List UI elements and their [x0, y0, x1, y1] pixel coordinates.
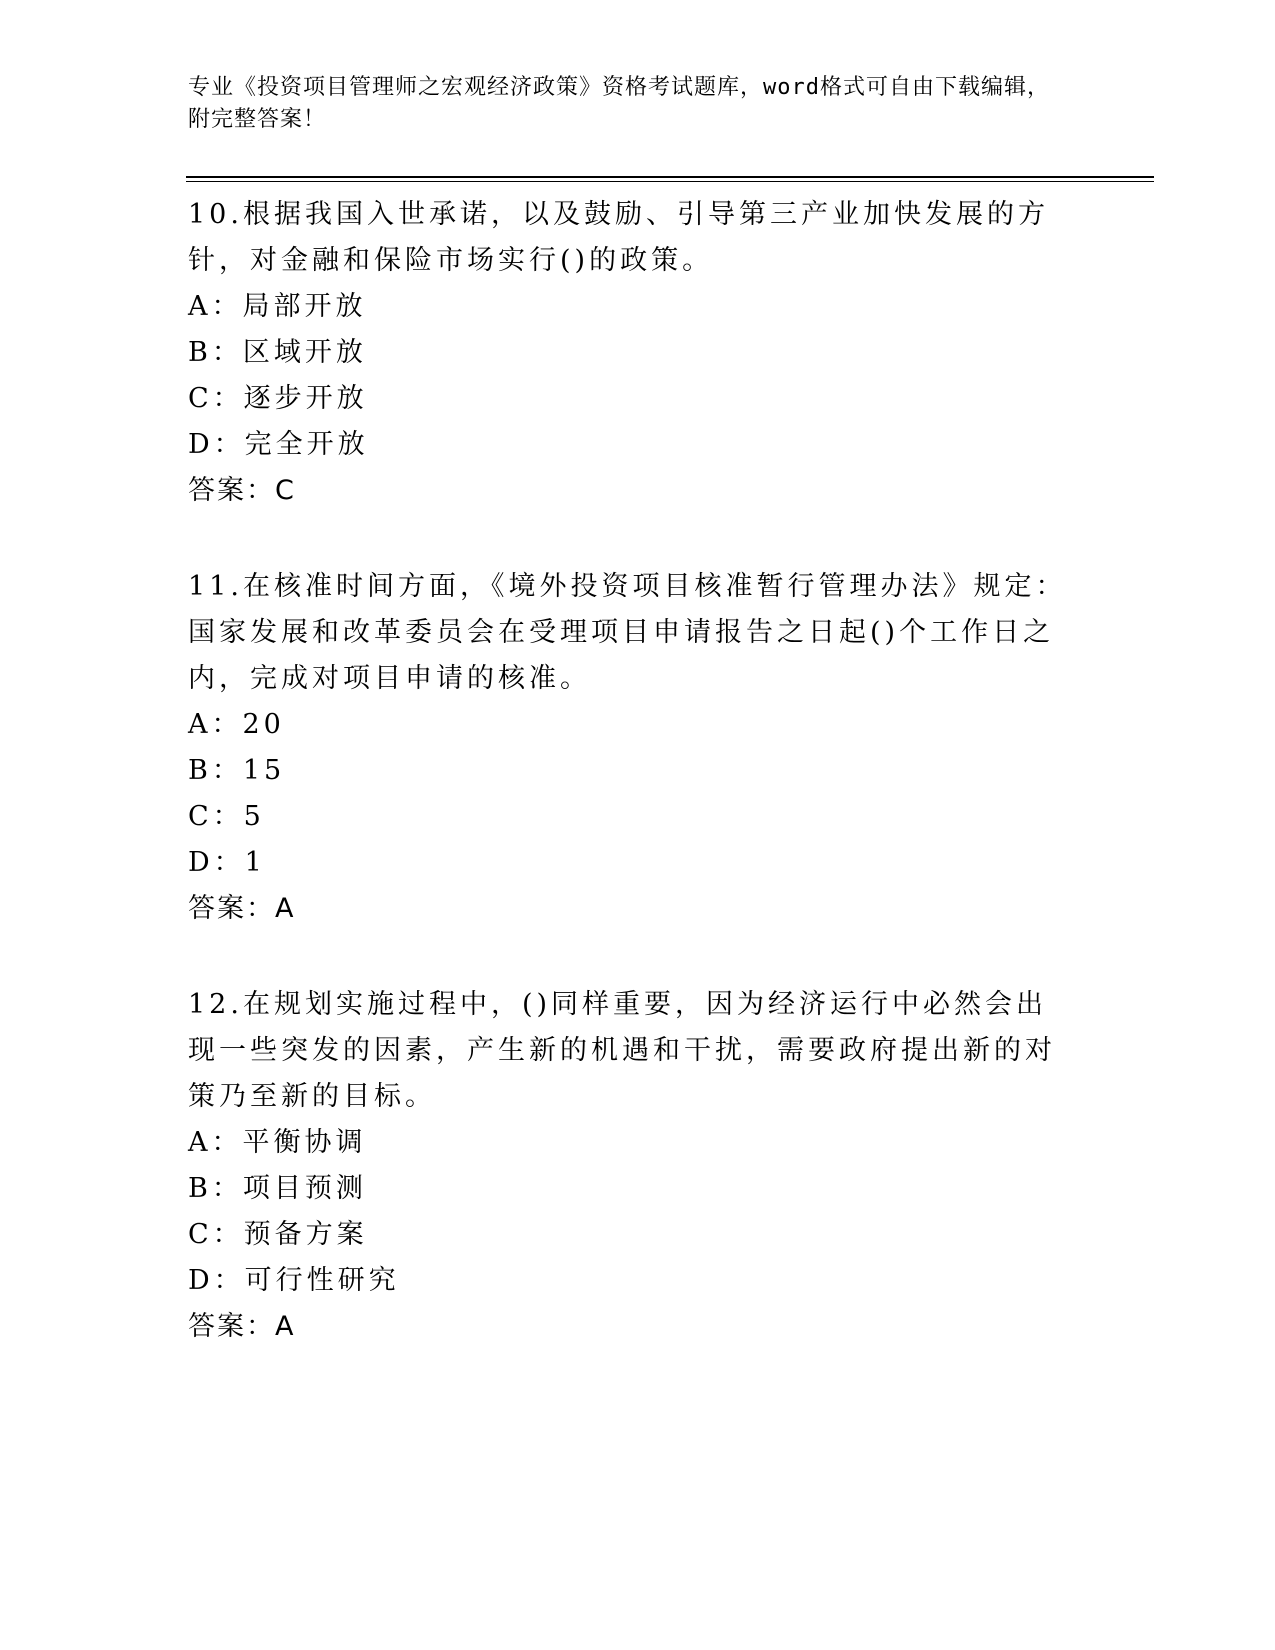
option-b: B：区域开放 — [188, 337, 367, 368]
option-c: C：逐步开放 — [188, 383, 368, 414]
option-a: A：20 — [188, 709, 285, 740]
question-12 — [188, 978, 1088, 1350]
question-11 — [188, 560, 1088, 932]
option-c: C：5 — [188, 801, 265, 832]
option-b: B：15 — [188, 755, 286, 786]
answer-label: 答案：C — [188, 475, 296, 506]
option-d: D：1 — [188, 847, 266, 878]
answer-label: 答案：A — [188, 893, 296, 924]
question-stem: 10.根据我国入世承诺，以及鼓励、引导第三产业加快发展的方针，对金融和保险市场实行()的政策。 — [188, 199, 1049, 276]
question-stem: 11.在核准时间方面，《境外投资项目核准暂行管理办法》规定：国家发展和改革委员会在受理项目申请报告之日起()个工作日之内，完成对项目申请的核准。 — [188, 571, 1067, 694]
option-d: D：可行性研究 — [188, 1265, 400, 1296]
option-d: D：完全开放 — [188, 429, 369, 460]
question-stem: 12.在规划实施过程中，()同样重要，因为经济运行中必然会出现一些突发的因素，产生新的机遇和干扰，需要政府提出新的对策乃至新的目标。 — [188, 989, 1056, 1112]
option-c: C：预备方案 — [188, 1219, 368, 1250]
option-a: A：平衡协调 — [188, 1127, 367, 1158]
question-list — [188, 188, 1088, 1396]
document-header: 专业《投资项目管理师之宏观经济政策》资格考试题库，word格式可自由下载编辑，附完整答案！ — [188, 75, 1050, 132]
answer-label: 答案：A — [188, 1311, 296, 1342]
question-10 — [188, 188, 1088, 514]
header-divider-thin — [186, 181, 1154, 182]
header-divider-thick — [186, 176, 1154, 178]
option-a: A：局部开放 — [188, 291, 367, 322]
option-b: B：项目预测 — [188, 1173, 367, 1204]
